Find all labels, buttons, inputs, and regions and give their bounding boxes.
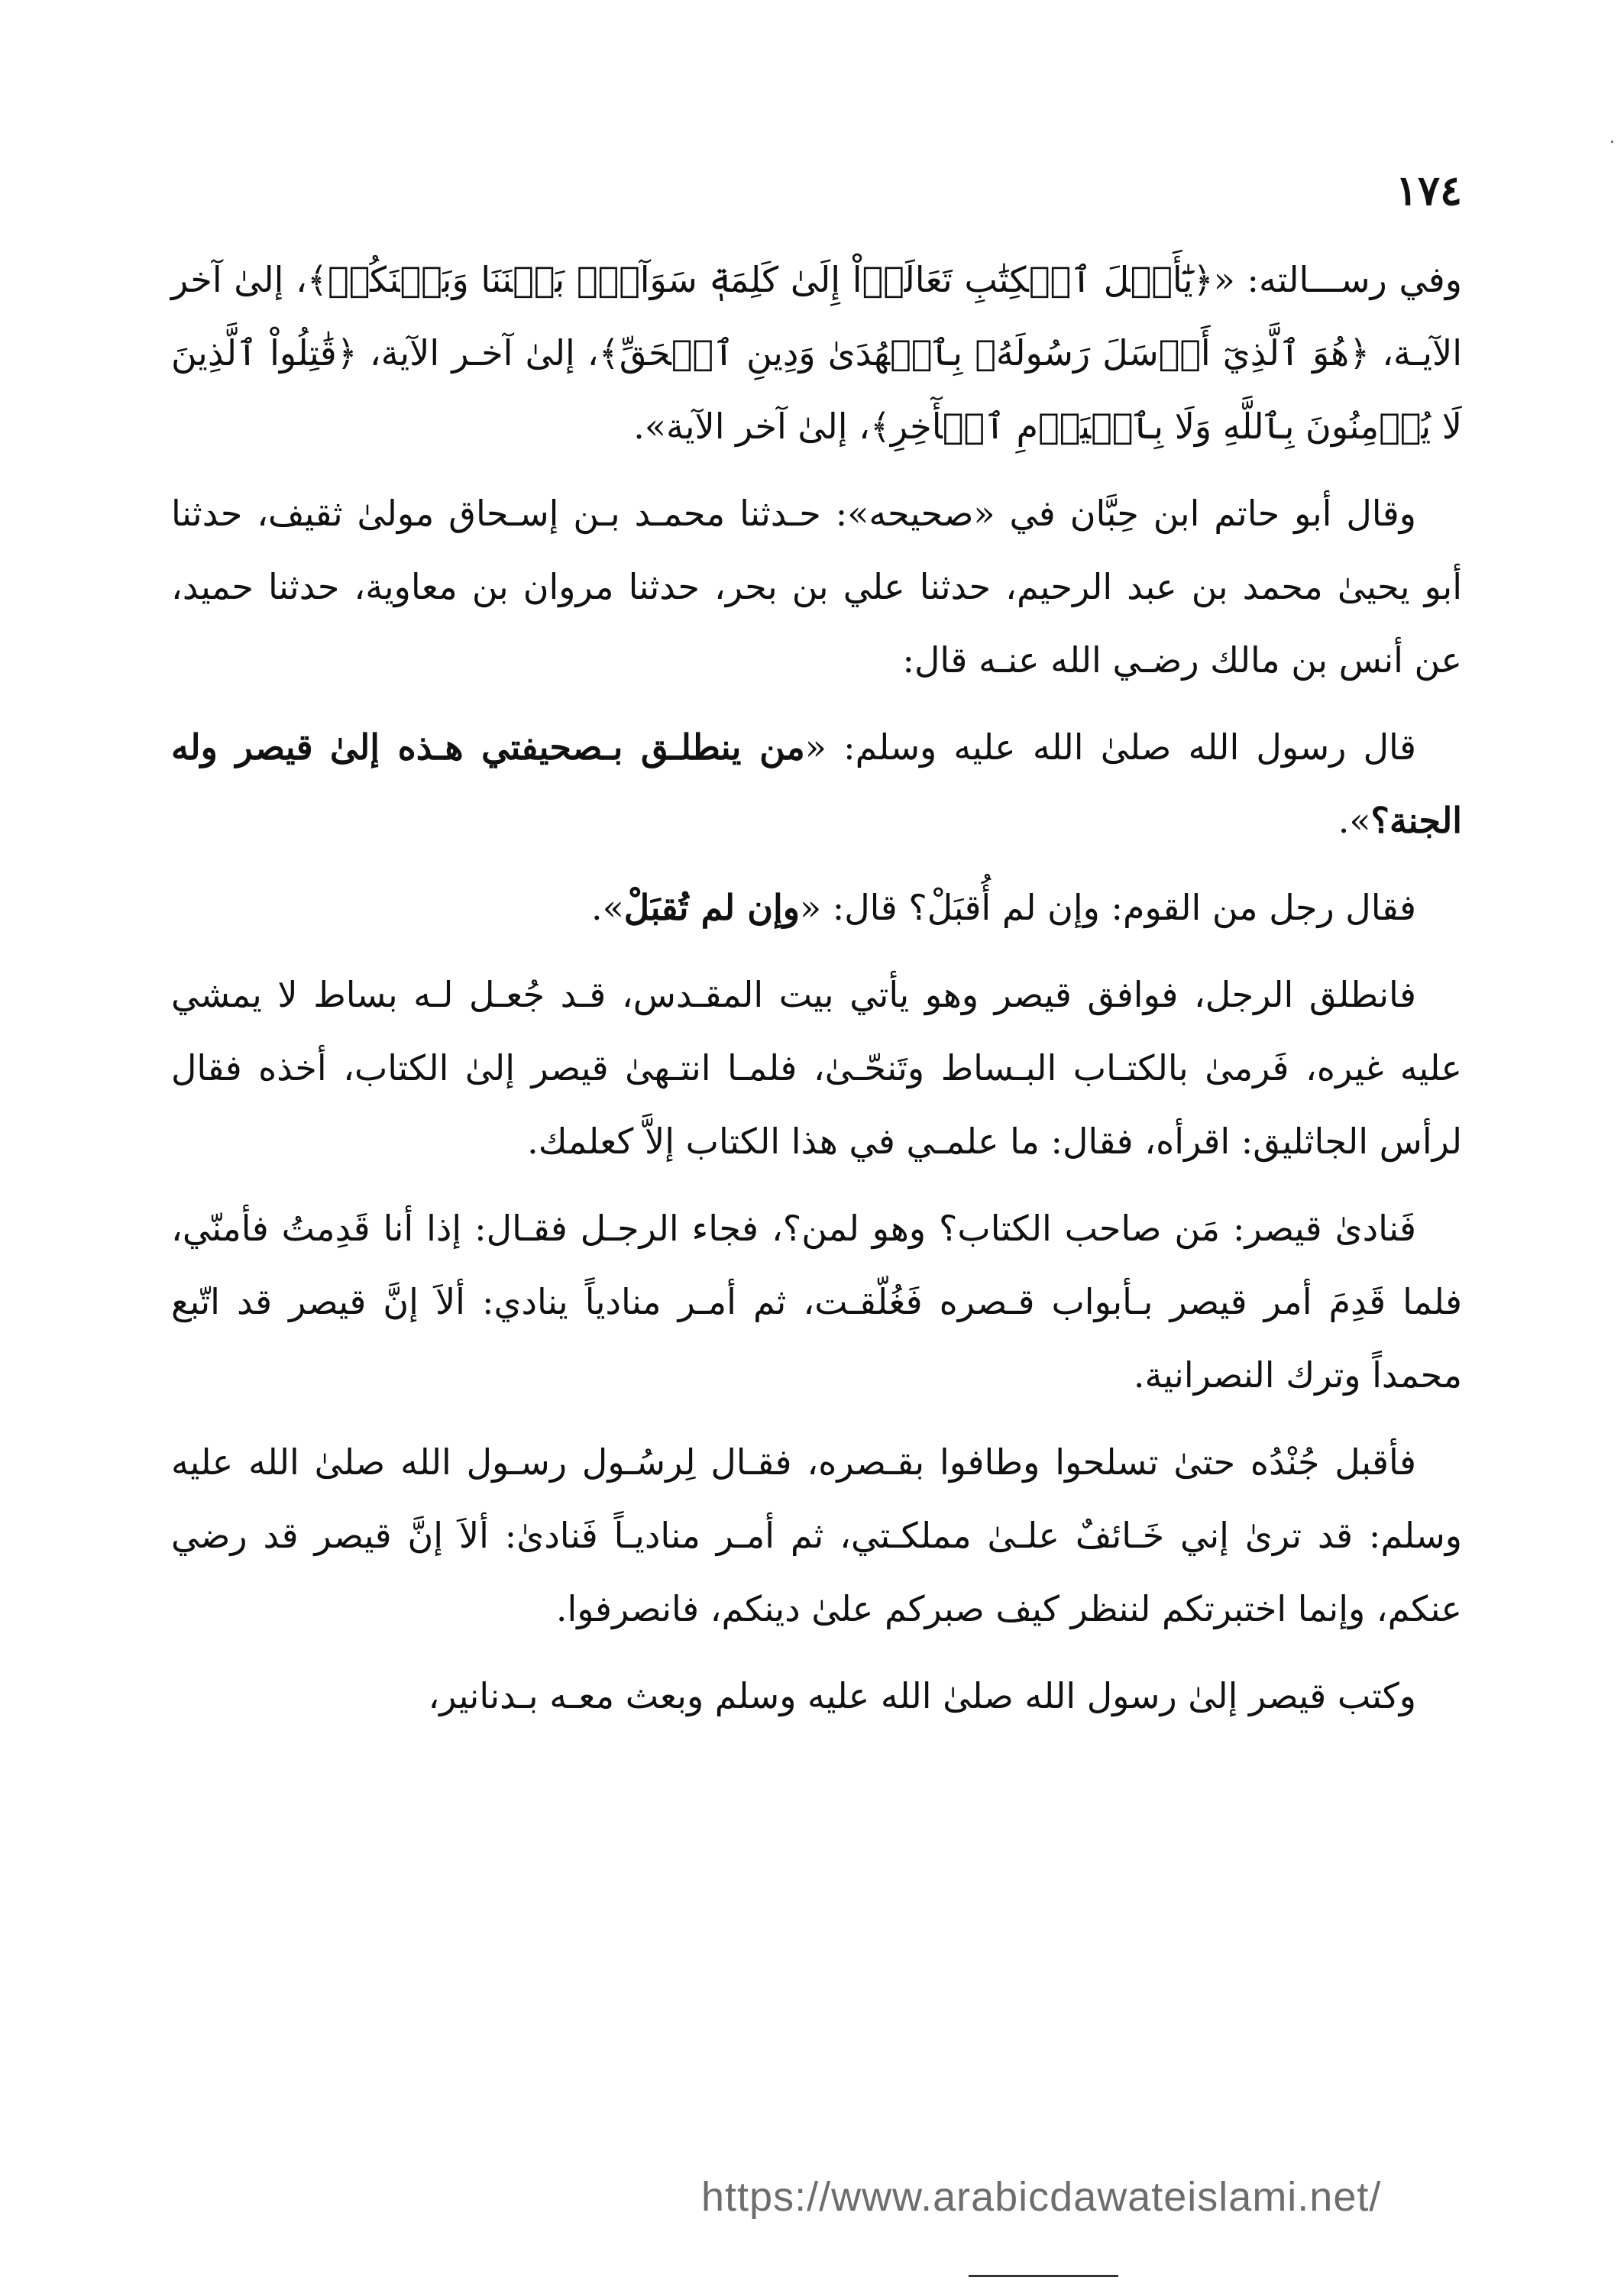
paragraph-man-asks — [171, 871, 1462, 944]
text-line: بساط لا يمشي عليه غيره، فَرمىٰ بالكتـاب البـساط وتَنحّـىٰ، فلمـا انتـهىٰ — [171, 974, 1462, 1089]
text-line: قال: — [902, 639, 968, 681]
text-line: وكتب قيصر إلىٰ رسول الله صلىٰ الله عليه وسلم وبعث معـه بـدنانير، — [428, 1675, 1416, 1716]
bottom-divider — [969, 2275, 1118, 2277]
text-line: إذا أنا قَدِمتُ فأمنّي، فلما قَدِمَ أمر قيصر بـأبواب قـصره فَغُلّقـت، ثم أمـر — [171, 1208, 1462, 1322]
scan-speck — [1611, 141, 1613, 143]
text-line: مولىٰ ثقيف، حدثنا أبو يحيىٰ محمد بن عبد الرحيم، حدثنا علي بن بحر، — [171, 493, 1462, 607]
body-text — [171, 243, 1462, 1732]
text-line: فَنادىٰ قيصر: مَن صاحب الكتاب؟ وهو لمن؟، فجاء الرجـل فقـال: — [474, 1208, 1417, 1249]
text-line: علىٰ دينكم، فانصرفوا. — [555, 1588, 874, 1629]
paragraph-hadith-chain — [171, 477, 1462, 697]
text-segment: قال رسول الله صلىٰ الله عليه وسلم: « — [804, 726, 1417, 768]
source-url-watermark: https://www.arabicdawateislami.net/ — [701, 2174, 1382, 2220]
text-line: وفي رســـالته: «﴿يَٰٓأَهۡلَ ٱلۡكِتَٰبِ تَعَالَوۡاْ إِلَىٰ كَلِمَةٖ سَوَآءِۭ بَيۡنَنَا وَبَيۡنَكُمۡ﴾، — [296, 259, 1463, 300]
text-line: وقال أبو حاتم ابن حِبَّان في «صحيحه»: حـدثنا محمـد بـن إسـحاق — [448, 493, 1416, 534]
hadith-quote-bold: قيصر وله الجنة؟ — [171, 726, 1462, 841]
paragraph-prophet-saying — [171, 710, 1462, 857]
text-line: فأقبل جُنْدُه حتىٰ تسلحوا وطافوا بقـصره، فقـال لِرسُـول رسـول الله — [400, 1441, 1417, 1483]
text-line: فانطلق الرجل، فوافق قيصر وهو يأتي بيت المقـدس، قـد جُعـل لـه — [413, 974, 1416, 1015]
paragraph-soldiers — [171, 1425, 1462, 1645]
hadith-quote-bold: وإن لم تُقبَلْ — [623, 887, 800, 928]
paragraph-man-goes — [171, 958, 1462, 1178]
text-segment: ». — [591, 887, 624, 928]
paragraph-letter-verses — [171, 243, 1462, 463]
text-line: إلىٰ آخر الآيـة، ﴿هُوَ ٱلَّذِيٓ أَرۡسَلَ رَسُولَهُۥ بِٱلۡهُدَىٰ وَدِينِ ٱلۡحَقِّ﴾، إلىٰ آخـر — [171, 259, 1463, 374]
text-line: حدثنا مروان بن معاوية، حدثنا حميد، عن أنس بن مالك رضـي الله عنـه — [171, 566, 1462, 681]
text-line: هذا الكتاب إلاَّ كعلمك. — [527, 1121, 838, 1162]
hadith-quote-bold: من ينطلـق بـصحيفتي هـذه إلىٰ — [329, 726, 805, 768]
paragraph-caesar-calls — [171, 1192, 1462, 1412]
page-number: ١٧٤ — [1395, 166, 1462, 215]
text-line: الآية، ﴿قَٰتِلُواْ ٱلَّذِينَ لَا يُؤۡمِنُونَ بِٱللَّهِ وَلَا بِٱلۡيَوۡمِ ٱلۡأٓخِرِ﴾، إلىٰ آخر الآية». — [171, 332, 1462, 447]
text-segment: فقال رجل من القوم: وإن لم أُقبَلْ؟ قال: « — [800, 887, 1416, 928]
text-line: فَنادىٰ: ألاَ إنَّ قيصر قد رضي عنكم، وإنما اختبرتكم لننظر كيف صبركم — [171, 1515, 1462, 1629]
text-line: قيصر إلىٰ الكتاب، أخذه فقال لرأس الجاثليق: اقرأه، فقال: ما علمـي في — [171, 1047, 1462, 1162]
text-line: صلىٰ الله عليه وسلم: قد ترىٰ إني خَـائفٌ علـىٰ مملكـتي، ثم أمـر مناديـاً — [171, 1441, 1462, 1556]
text-line: منادياً ينادي: ألاَ إنَّ قيصر قد اتّبع محمداً وترك النصرانية. — [171, 1281, 1462, 1396]
paragraph-caesar-writes — [171, 1659, 1462, 1732]
text-segment: ». — [1338, 800, 1371, 841]
